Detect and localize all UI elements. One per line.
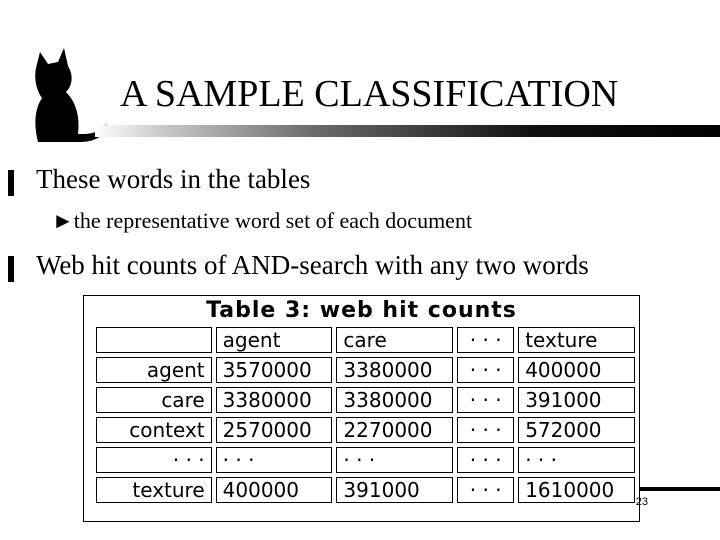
table-cell: · · · (457, 387, 514, 413)
row-label: texture (96, 477, 212, 503)
table-cell: 3570000 (216, 357, 333, 383)
table-row (96, 417, 635, 443)
table-cell: 391000 (518, 387, 635, 413)
table-cell: 572000 (518, 417, 635, 443)
table-row (96, 447, 635, 473)
bullet-text: These words in the tables (36, 164, 311, 194)
table-cell: 2270000 (336, 417, 453, 443)
table-row (96, 477, 635, 503)
table-row (96, 387, 635, 413)
web-hit-counts-table-image (83, 295, 640, 522)
row-label: context (96, 417, 212, 443)
bullet-text: Web hit counts of AND-search with any two words (36, 250, 589, 280)
table-cell: · · · (216, 447, 333, 473)
table-header-row (96, 327, 635, 353)
table-cell: · · · (518, 447, 635, 473)
table-caption: Table 3: web hit counts (206, 298, 517, 323)
table-cell: 400000 (216, 477, 333, 503)
footer-rule (640, 487, 720, 491)
table-cell: 3380000 (336, 357, 453, 383)
table-cell: · · · (457, 477, 514, 503)
bullet-marker (8, 170, 14, 196)
table-cell: 2570000 (216, 417, 333, 443)
table-cell: 391000 (336, 477, 453, 503)
table-cell: · · · (336, 447, 453, 473)
table-cell: 3380000 (216, 387, 333, 413)
table-cell: 1610000 (518, 477, 635, 503)
column-header: agent (216, 327, 333, 353)
column-header: care (336, 327, 453, 353)
sub-bullet-text: ►the representative word set of each document (52, 208, 473, 233)
table-row (96, 357, 635, 383)
row-label: · · · (96, 447, 212, 473)
row-label: care (96, 387, 212, 413)
table-cell: · · · (457, 447, 514, 473)
title-underline (95, 125, 720, 137)
hit-counts-table (92, 323, 639, 507)
table-cell: 400000 (518, 357, 635, 383)
table-cell: · · · (457, 417, 514, 443)
corner-cell (96, 327, 212, 353)
bullet-marker (8, 256, 14, 282)
column-header: texture (518, 327, 635, 353)
column-header: · · · (457, 327, 514, 353)
slide-title: A SAMPLE CLASSIFICATION (120, 73, 619, 115)
table-cell: 3380000 (336, 387, 453, 413)
page-number: 23 (635, 496, 648, 508)
row-label: agent (96, 357, 212, 383)
table-cell: · · · (457, 357, 514, 383)
